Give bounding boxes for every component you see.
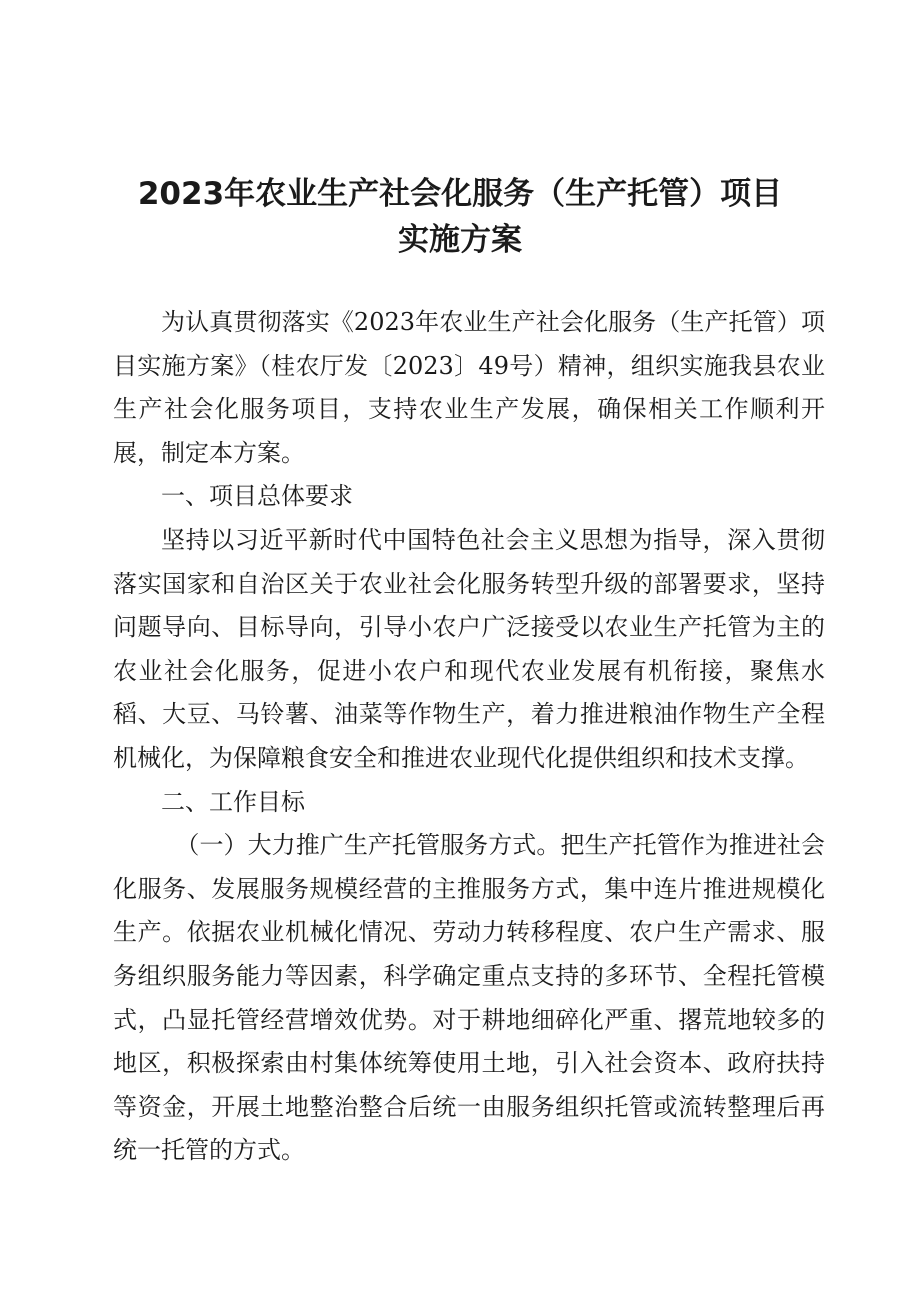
section2-item1-paragraph: （一）大力推广生产托管服务方式。把生产托管作为推进社会化服务、发展服务规模经营的主推服务方式，集中连片推进规模化生产。依据农业机械化情况、劳动力转移程度、农户生产需求、服务组织服务能力等因素，科学确定重点支持的多环节、全程托管模式，凸显托管经营增效优势。对于耕地细碎化严重、撂荒地较多的地区，积极探索由村集体统筹使用土地，引入社会资本、政府扶持等资金，开展土地整治整合后统一由服务组织托管或流转整理后再统一托管的方式。 — [113, 831, 825, 1165]
section1-paragraph: 坚持以习近平新时代中国特色社会主义思想为指导，深入贯彻落实国家和自治区关于农业社会化服务转型升级的部署要求，坚持问题导向、目标导向，引导小农户广泛接受以农业生产托管为主的农业社会化服务，促进小农户和现代农业发展有机衔接，聚焦水稻、大豆、马铃薯、油菜等作物生产，着力推进粮油作物生产全程机械化，为保障粮食安全和推进农业现代化提供组织和技术支撑。 — [113, 525, 825, 772]
section1-heading: 一、项目总体要求 — [161, 482, 353, 511]
intro-paragraph: 为认真贯彻落实《2023年农业生产社会化服务（生产托管）项目实施方案》（桂农厅发〔2023〕49号）精神，组织实施我县农业生产社会化服务项目，支持农业生产发展，确保相关工作顺利开展，制定本方案。 — [113, 308, 825, 467]
document-title-line1: 2023年农业生产社会化服务（生产托管）项目 — [137, 176, 783, 212]
document-body — [113, 301, 825, 1173]
section2-heading: 二、工作目标 — [161, 787, 305, 816]
document-title-line2: 实施方案 — [398, 222, 522, 258]
